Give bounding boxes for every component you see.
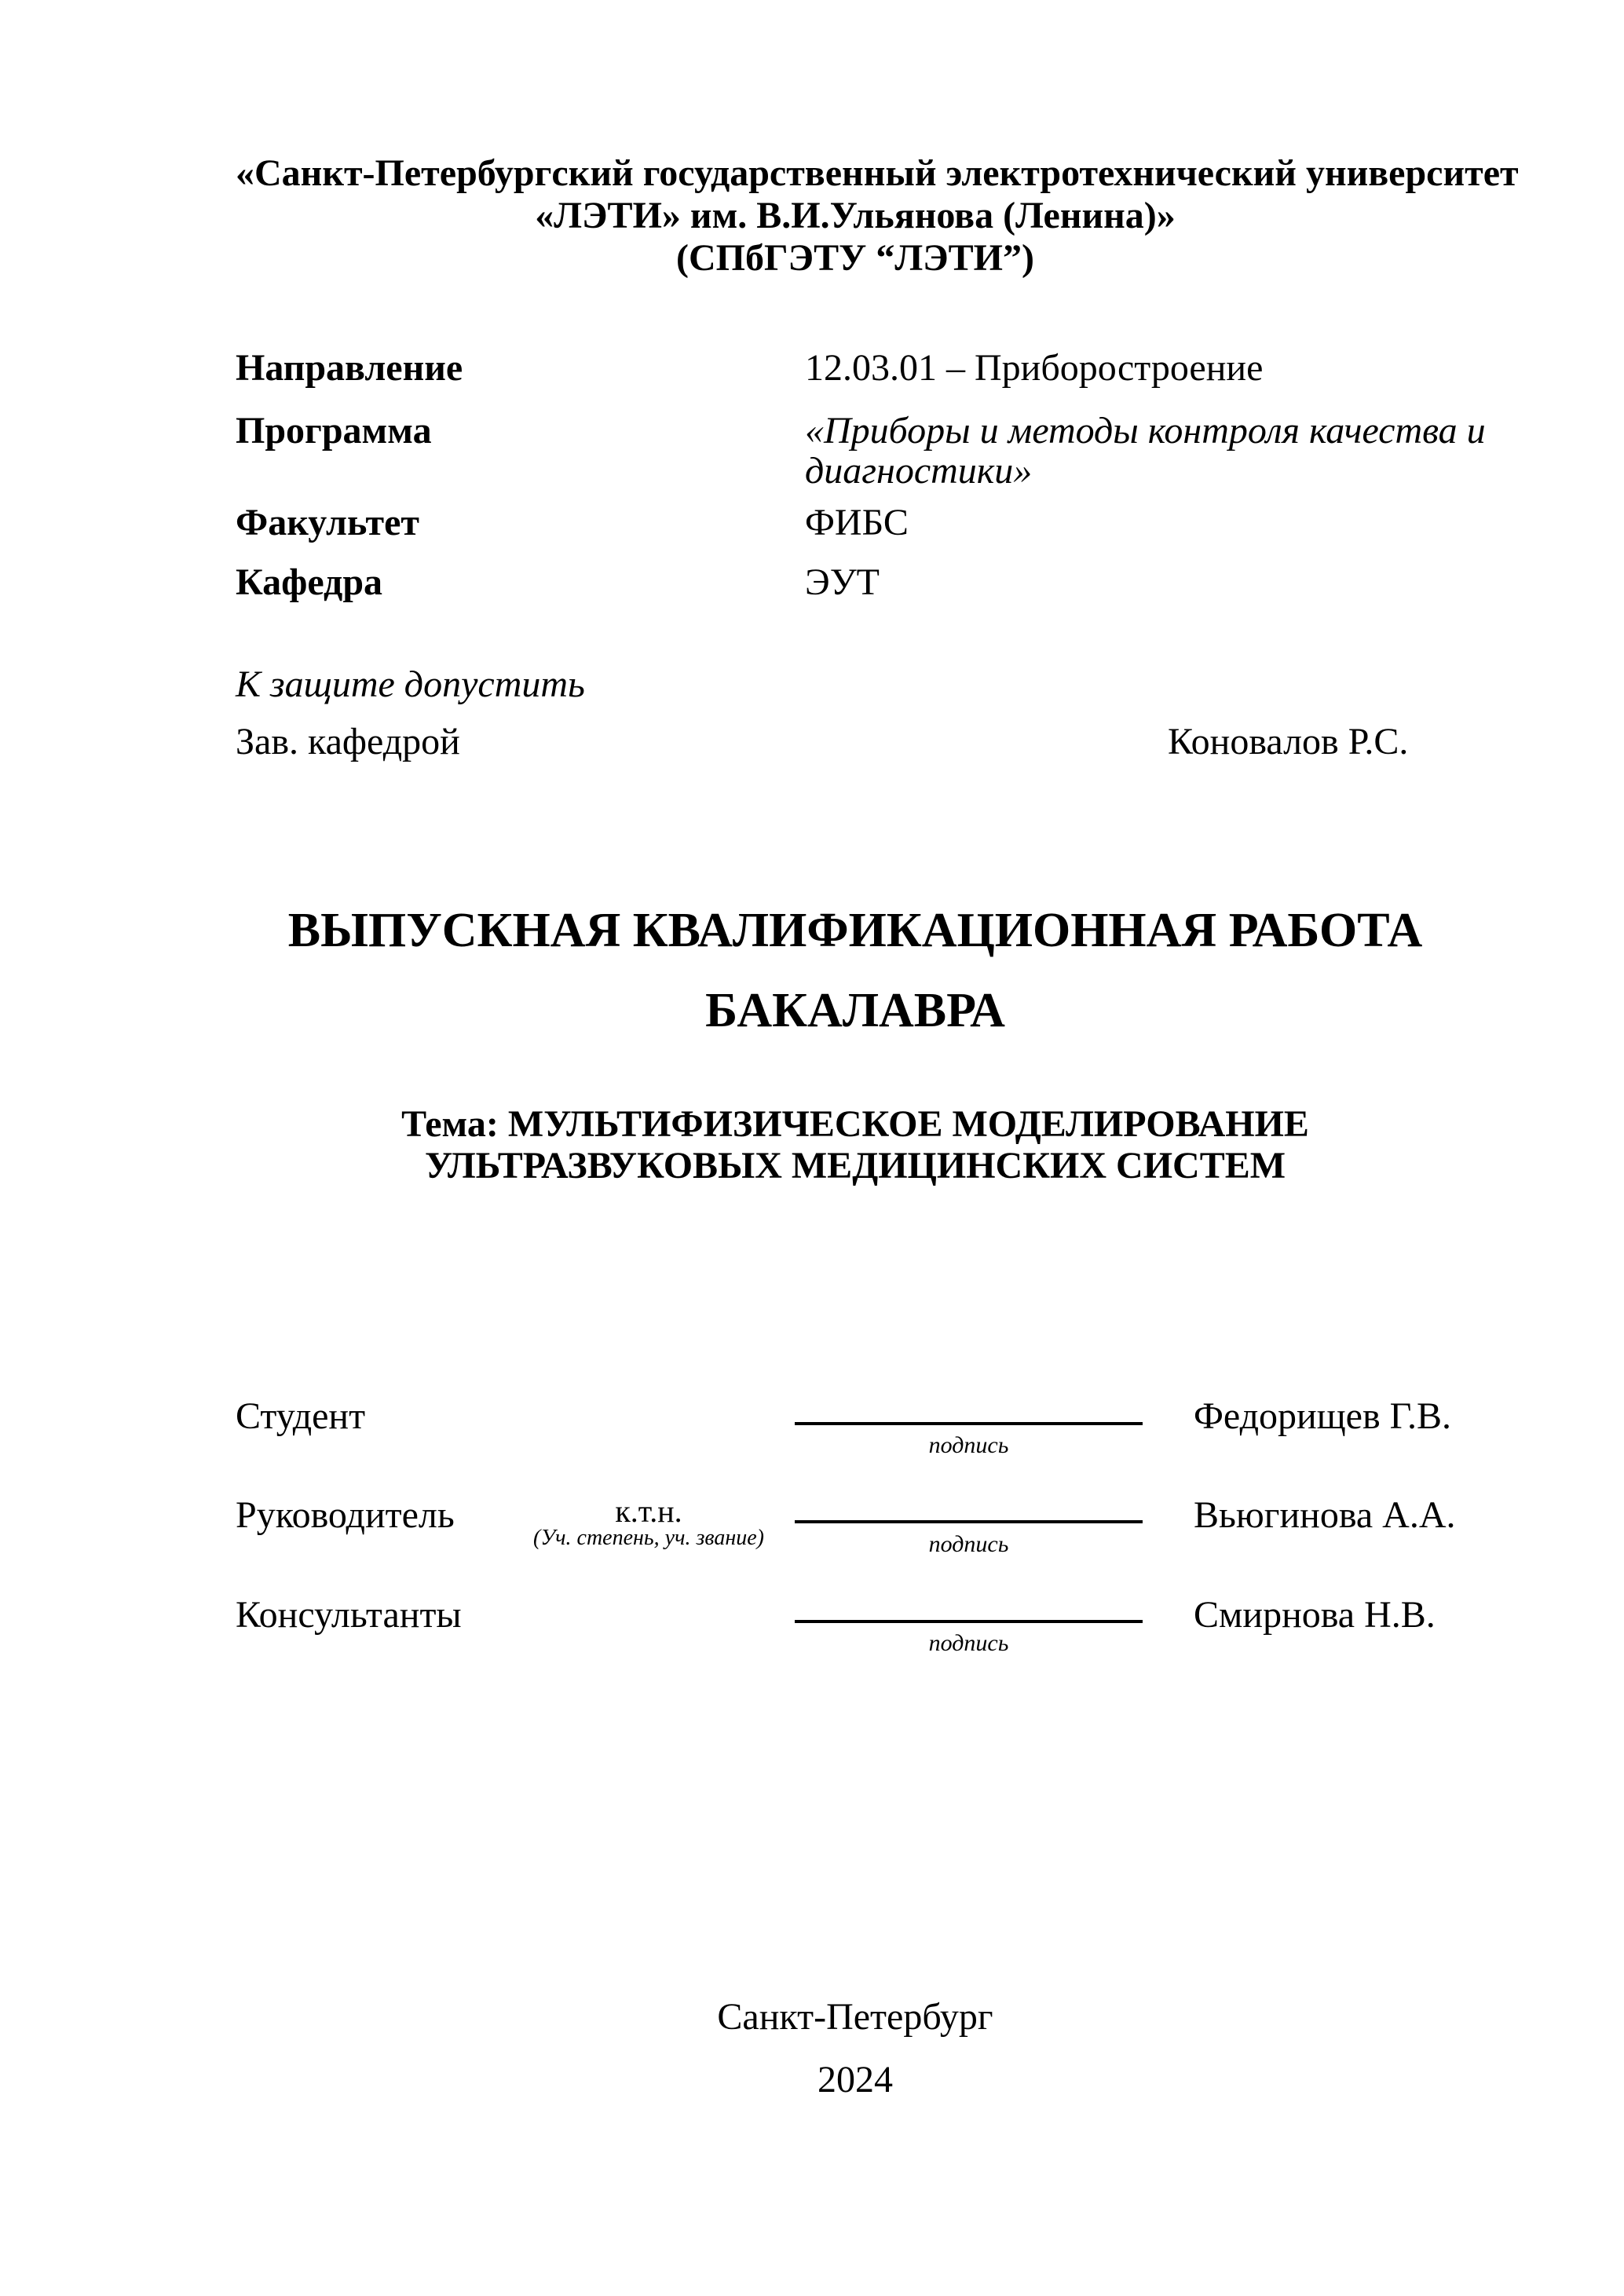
consultants-role-label: Консультанты <box>236 1594 462 1636</box>
head-of-department-label: Зав. кафедрой <box>236 721 460 762</box>
department-label: Кафедра <box>236 561 383 603</box>
theme-line1: Тема: МУЛЬТИФИЗИЧЕСКОЕ МОДЕЛИРОВАНИЕ <box>401 1103 1309 1145</box>
advisor-name: Вьюгинова А.А. <box>1194 1494 1456 1536</box>
work-title-line2: БАКАЛАВРА <box>705 984 1005 1037</box>
faculty-label: Факультет <box>236 502 419 543</box>
student-signature-caption: подпись <box>928 1432 1009 1458</box>
department-value: ЭУТ <box>805 561 880 603</box>
head-of-department-name: Коновалов Р.С. <box>1168 721 1409 762</box>
program-label: Программа <box>236 410 432 452</box>
university-name-line1: «Санкт-Петербургский государственный электротехнический университет <box>236 152 1519 194</box>
university-abbreviation: (СПбГЭТУ “ЛЭТИ”) <box>676 237 1034 279</box>
consultants-signature-line <box>795 1620 1143 1623</box>
advisor-signature-caption: подпись <box>928 1531 1009 1557</box>
advisor-degree: к.т.н. <box>615 1493 682 1529</box>
consultants-signature-caption: подпись <box>928 1630 1009 1656</box>
advisor-role-label: Руководитель <box>236 1494 455 1536</box>
direction-value: 12.03.01 – Приборостроение <box>805 347 1264 389</box>
student-role-label: Студент <box>236 1395 366 1437</box>
student-signature-line <box>795 1422 1143 1425</box>
advisor-signature-line <box>795 1520 1143 1523</box>
program-value-line1: «Приборы и методы контроля качества и <box>805 410 1486 452</box>
faculty-value: ФИБС <box>805 502 909 543</box>
university-name-line2: «ЛЭТИ» им. В.И.Ульянова (Ленина)» <box>535 195 1176 236</box>
work-title-line1: ВЫПУСКНАЯ КВАЛИФИКАЦИОННАЯ РАБОТА <box>287 904 1423 957</box>
footer-year: 2024 <box>817 2059 893 2100</box>
direction-label: Направление <box>236 347 463 389</box>
theme-line2: УЛЬТРАЗВУКОВЫХ МЕДИЦИНСКИХ СИСТЕМ <box>424 1145 1286 1186</box>
program-value-line2: диагностики» <box>805 450 1033 492</box>
footer-city: Санкт-Петербург <box>717 1996 993 2038</box>
admission-note: К защите допустить <box>236 664 585 705</box>
student-name: Федорищев Г.В. <box>1194 1395 1451 1437</box>
university-header <box>236 152 1519 280</box>
advisor-degree-note: (Уч. степень, уч. звание) <box>533 1526 764 1550</box>
consultants-name: Смирнова Н.В. <box>1194 1594 1436 1636</box>
